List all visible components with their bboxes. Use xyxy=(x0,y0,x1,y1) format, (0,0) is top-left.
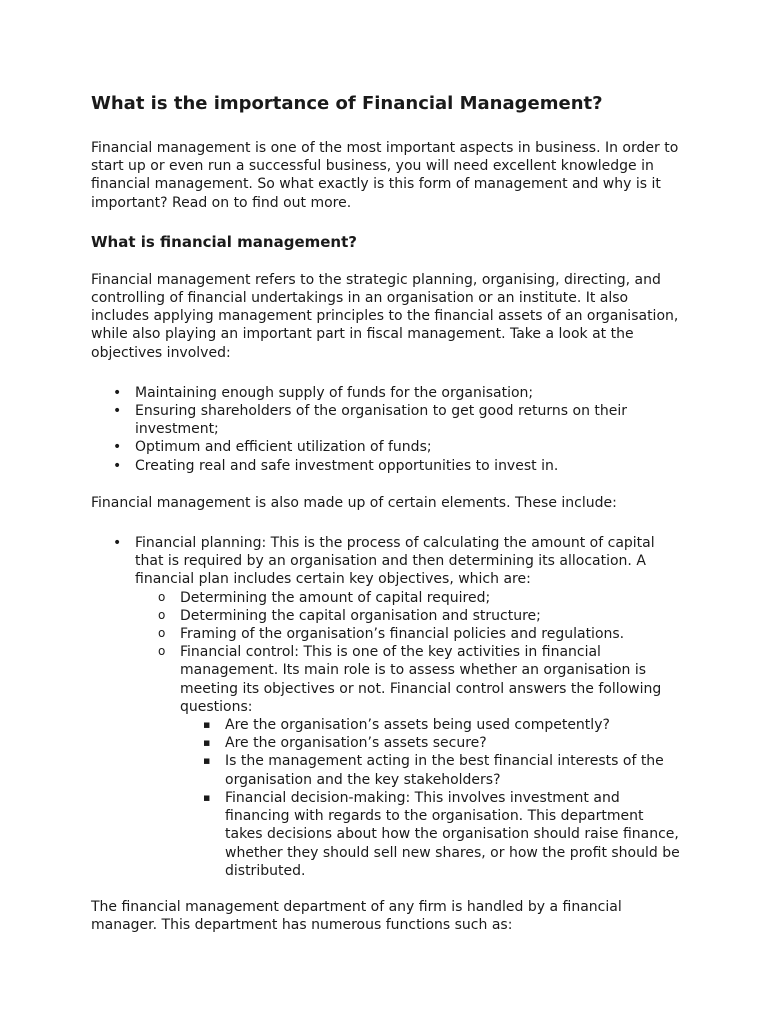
list-item: • Optimum and efficient utilization of funds; xyxy=(91,438,680,456)
list-item: ▪ Is the management acting in the best financial interests of the organisation and the key stakeholders? xyxy=(180,752,680,788)
control-text: Financial control: This is one of the key activities in financial management. Its main role is to assess whether an organisation is meeting its objectives or not. Financial control answers the following questions: xyxy=(180,644,662,715)
planning-sublist xyxy=(135,589,680,880)
list-item: o Determining the capital organisation and structure; xyxy=(135,607,680,625)
intro-paragraph: Financial management is one of the most important aspects in business. In order to start up or even run a successful business, you will need excellent knowledge in financial management. So what exactly is this form of management and why is it important? Read on to find out more. xyxy=(91,140,679,211)
list-item: • Maintaining enough supply of funds for the organisation; xyxy=(91,384,680,402)
list-item: o Determining the amount of capital required; xyxy=(135,589,680,607)
list-item: • Ensuring shareholders of the organisation to get good returns on their investment; xyxy=(91,402,680,438)
questions-list xyxy=(180,716,680,880)
section-heading: What is financial management? xyxy=(91,232,357,251)
elements-list xyxy=(91,534,680,880)
list-item xyxy=(91,534,680,880)
page-title: What is the importance of Financial Management? xyxy=(91,93,603,114)
planning-text: Financial planning: This is the process of calculating the amount of capital that is required by an organisation and then determining its allocation. A financial plan includes certain key objectives, which are: xyxy=(135,535,655,588)
definition-paragraph: Financial management refers to the strategic planning, organising, directing, and controlling of financial undertakings in an organisation or an institute. It also includes applying management principles to the financial assets of an organisation, while also playing an important part in fiscal management. Take a look at the objectives involved: xyxy=(91,271,679,361)
closing-paragraph: The financial management department of any firm is handled by a financial manager. This department has numerous functions such as: xyxy=(91,898,622,934)
list-item: ▪ Are the organisation’s assets being used competently? xyxy=(180,716,680,734)
list-item: o Framing of the organisation’s financial policies and regulations. xyxy=(135,625,680,643)
list-item: • Creating real and safe investment opportunities to invest in. xyxy=(91,457,680,475)
list-item: ▪ Financial decision-making: This involves investment and financing with regards to the organisation. This department takes decisions about how the organisation should raise finance, whether they should sell new shares, or how the profit should be distributed. xyxy=(180,789,680,880)
list-item: ▪ Are the organisation’s assets secure? xyxy=(180,734,680,752)
list-item xyxy=(135,643,680,880)
objectives-list xyxy=(91,384,680,475)
elements-intro-paragraph: Financial management is also made up of certain elements. These include: xyxy=(91,494,617,511)
